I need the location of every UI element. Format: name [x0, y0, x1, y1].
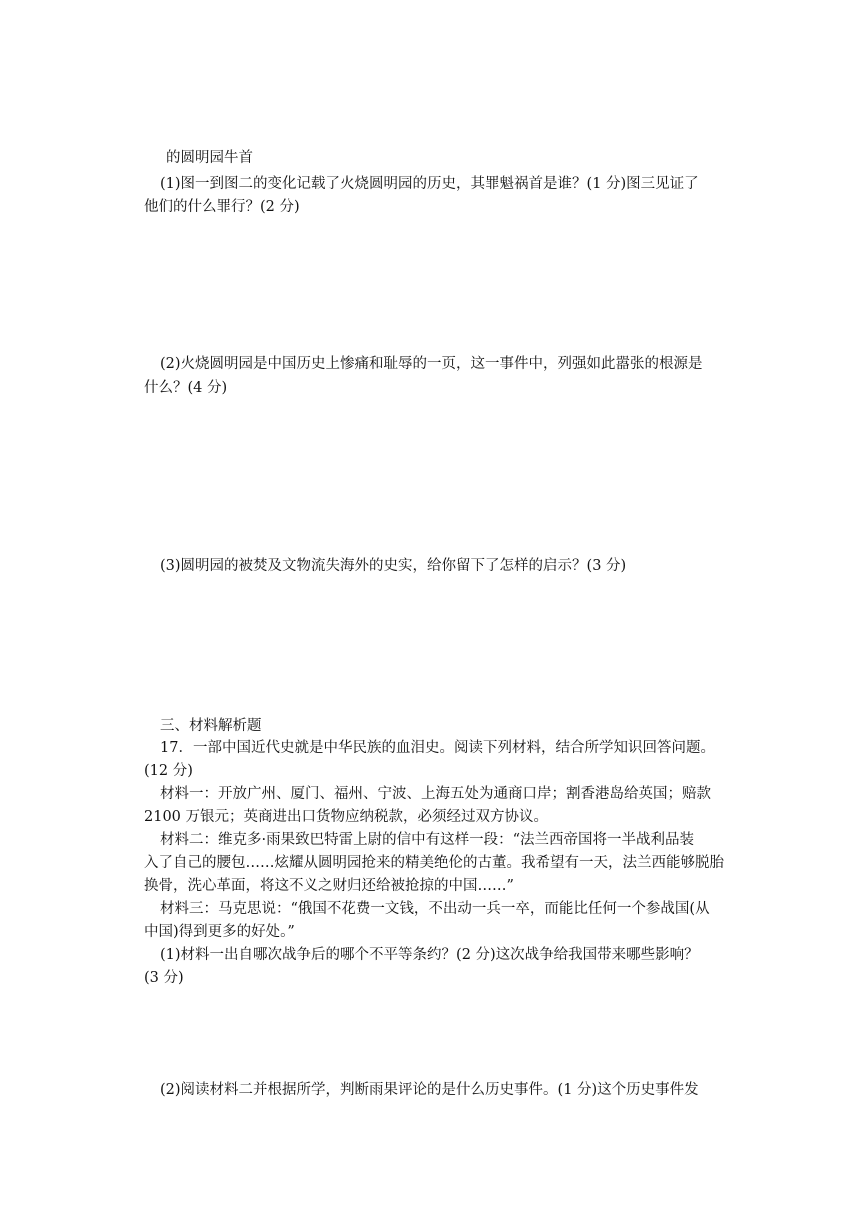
sub-question-2-line-1: (2)阅读材料二并根据所学，判断雨果评论的是什么历史事件。(1 分)这个历史事件发	[160, 1082, 699, 1098]
material-2-line-3: 换骨，洗心革面，将这不义之财归还给被抢掠的中国……”	[144, 878, 514, 894]
question-2-line-1: (2)火烧圆明园是中国历史上惨痛和耻辱的一页，这一事件中，列强如此嚣张的根源是	[160, 356, 703, 372]
material-3-line-1: 材料三：马克思说：“俄国不花费一文钱，不出动一兵一卒，而能比任何一个参战国(从	[160, 901, 710, 917]
material-1-line-1: 材料一：开放广州、厦门、福州、宁波、上海五处为通商口岸；割香港岛给英国；赔款	[160, 786, 711, 802]
question-1-line-2: 他们的什么罪行？(2 分)	[144, 199, 300, 215]
image-caption-tail: 的圆明园牛首	[166, 150, 253, 166]
material-1-line-2: 2100 万银元；英商进出口货物应纳税款，必须经过双方协议。	[144, 809, 549, 825]
sub-question-1-line-2: (3 分)	[144, 970, 184, 986]
question-2-line-2: 什么？(4 分)	[144, 380, 228, 396]
sub-question-1-line-1: (1)材料一出自哪次战争后的哪个不平等条约？(2 分)这次战争给我国带来哪些影响？	[160, 947, 699, 963]
question-1-line-1: (1)图一到图二的变化记载了火烧圆明园的历史，其罪魁祸首是谁？(1 分)图三见证了	[160, 176, 699, 192]
material-2-line-2: 入了自己的腰包……炫耀从圆明园抢来的精美绝伦的古董。我希望有一天，法兰西能够脱胎	[144, 855, 724, 871]
question-17-line-1: 17．一部中国近代史就是中华民族的血泪史。阅读下列材料，结合所学知识回答问题。	[160, 740, 715, 756]
question-17-line-2: (12 分)	[144, 763, 193, 779]
question-3-line-1: (3)圆明园的被焚及文物流失海外的史实，给你留下了怎样的启示？(3 分)	[160, 558, 627, 574]
material-3-line-2: 中国)得到更多的好处。”	[144, 924, 295, 940]
section-title: 三、材料解析题	[160, 718, 262, 734]
material-2-line-1: 材料二：维克多·雨果致巴特雷上尉的信中有这样一段：“法兰西帝国将一半战利品装	[160, 832, 695, 848]
